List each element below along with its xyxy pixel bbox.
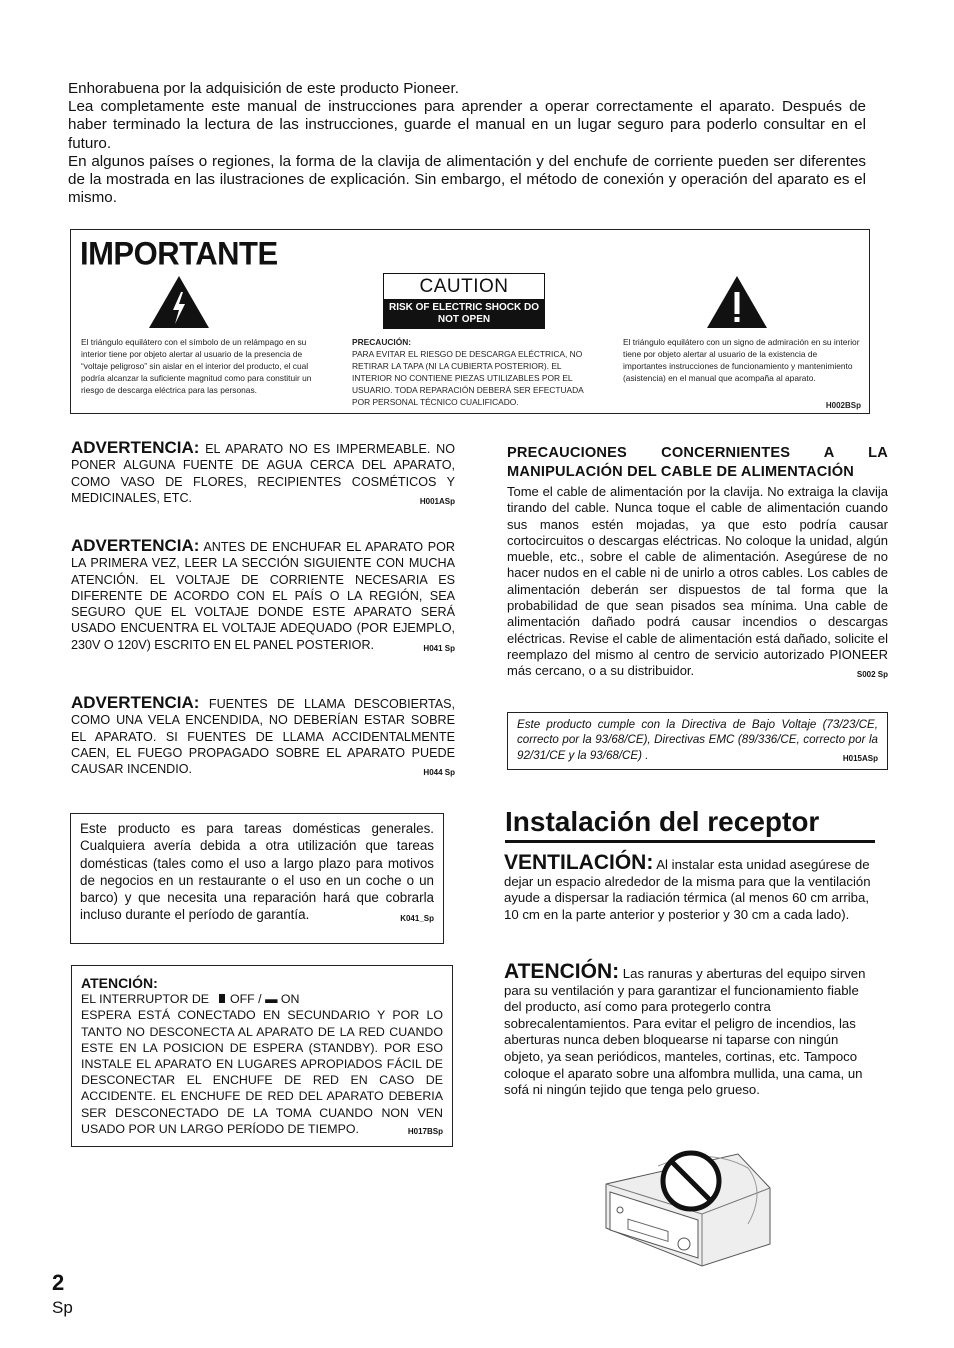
cable-text: Tome el cable de alimentación por la clavija. No extraiga la clavija tirando del cable. Nunca toque el cable de alimentación cuando sus manos estén mojadas, ya que esto podría causar cortocircuitos o descargas eléctricas. No coloque la unidad, algún mueble, etc., sobre el cable de alimentación. Asegúrese de no hacer nudos en el cable ni de unirlo a otros cables. Los cables de alimentación deberán ser dispuestos de tal forma que la probabilidad de que sean pisados sea mínima. Una cable de alimentación dañado podrá causar incendios o descargas eléctricas. Revise el cable de alimentación está dañado, solicite el reemplazo del mismo al centro de servicio autorizado PIONEER más cercano, o a su distribuidor.: [507, 484, 888, 679]
installation-attention-text: Las ranuras y aberturas del equipo sirven para su ventilación y para garantizar el funcionamiento fiable del producto, así como para protegerlo contra sobrecalentamientos. Para evitar el peligro de incendios, las aberturas nunca deben bloquearse ni taparse con ningún objeto, ya sean periódicos, manteles, cortinas, etc. Tampoco coloque el aparato sobre una alfombra mullida, una cama, un sofá ni ningún tejido que tenga pelo grueso.: [504, 966, 866, 1098]
precaution-body: PARA EVITAR EL RIESGO DE DESCARGA ELÉCTRICA, NO RETIRAR LA TAPA (NI LA CUBIERTA POSTERIOR). EL INTERIOR NO CONTIENE PIEZAS UTILIZABLES POR EL USUARIO. TODA REPARACIÓN DEBERÁ SER EFECTUADA POR PERSONAL TÉCNICO CUALIFICADO.: [352, 349, 584, 407]
warning-text: FUENTES DE LLAMA DESCOBIERTAS, COMO UNA VELA ENCENDIDA, NO DEBERÍAN ESTAR SOBRE EL APARATO. SI FUENTES DE LLAMA ACCIDENTALMENTE CAEN, EL FUEGO PROPAGADO SOBRE EL APARATO PUEDE CAUSAR INCENDIO.: [71, 697, 455, 777]
intro-paragraph: Enhorabuena por la adquisición de este producto Pioneer.: [68, 80, 459, 97]
cable-precautions: [507, 444, 888, 684]
ventilation-heading: VENTILACIÓN:: [504, 851, 654, 874]
standby-attention-text: ESPERA ESTÁ CONECTADO EN SECUNDARIO Y POR LO TANTO NO DESCONECTA AL APARATO DE LA RED CUANDO ESTE EN LA POSICION DE ESPERA (STANDBY). POR ESO INSTALE EL APARATO EN LUGARES APROPIADOS FÁCIL DE DESCONECTAR EL ENCHUFE DE RED EN CASO DE ACCIDENTE. EL ENCHUFE DE RED DEL APARATO DEBERIA SER DESCONECTADO DE LA TOMA CUANDO NON VEN USADO POR UN LARGO PERÍODO DE TIEMPO.: [81, 1008, 443, 1136]
standby-switch-line: [81, 991, 443, 1007]
precaution-text: [352, 336, 597, 408]
caution-label-top: CAUTION: [419, 276, 509, 297]
domestic-use-code: K041_Sp: [400, 914, 434, 924]
directive-box: [507, 712, 888, 770]
warning-heading: ADVERTENCIA:: [71, 438, 200, 457]
precaution-heading: PRECAUCIÓN:: [352, 337, 412, 347]
caution-label: [383, 273, 545, 329]
installation-attention-heading: ATENCIÓN:: [504, 960, 620, 983]
warning-flame: [71, 695, 455, 781]
intro-paragraph: Lea completamente este manual de instrucciones para aprender a operar correctamente el aparato. Después de haber terminado la lectura de las instrucciones, guarde el manual en un lugar seguro para poderlo consultar en el futuro.: [68, 98, 866, 152]
lightning-explanation: El triángulo equilátero con el símbolo de un relámpago en su interior tiene por objeto alertar al usuario de la presencia de “voltaje peligroso” sin aislar en el interior del producto, el cual podría alcanzar la suficiente magnitud como para constituir un riesgo de descarga eléctrica para las personas.: [81, 337, 312, 395]
ventilation-text: Al instalar esta unidad asegúrese de dejar un espacio alrededor de la misma para que la ventilación ayude a dispersar la radiación térmica (al menos 60 cm arriba, 10 cm en la parte anterior y posterior y 30 cm a cada lado).: [504, 857, 871, 922]
exclamation-warning-icon: [705, 274, 769, 330]
standby-switch-label: EL INTERRUPTOR DE: [81, 992, 210, 1007]
importante-box: [70, 229, 870, 414]
intro-paragraph: En algunos países o regiones, la forma de la clavija de alimentación y del enchufe de corriente pueden ser diferentes de la mostrada en las ilustraciones de explicación. Sin embargo, el método de conexión y operación del aparato es el mismo.: [68, 152, 866, 207]
warning-water: [71, 440, 455, 510]
caution-label-bottom: RISK OF ELECTRIC SHOCK DO NOT OPEN: [384, 299, 544, 328]
ventilation-paragraph: [504, 851, 876, 923]
standby-switch-states: OFF / ▬ ON: [229, 992, 300, 1007]
cable-code: S002 Sp: [856, 670, 888, 680]
warning-code: H001ASp: [419, 496, 455, 506]
warning-text: ANTES DE ENCHUFAR EL APARATO POR LA PRIMERA VEZ, LEER LA SECCIÓN SIGUIENTE CON MUCHA ATENCIÓN. EL VOLTAJE DE CORRIENTE NECESARIA ES DIFERENTE DE ACORDO CON EL PAÍS O LA REGIÓN, SEA SEGURO QUE EL VOLTAJE DONDE ESTE APARATO SERÁ USADO ENCUENTRA EL VOLTAJE ADEQUADO (POR EJEMPLO, 230V O 120V) ESCRITO EN EL PANEL POSTERIOR.: [71, 540, 455, 652]
warning-heading: ADVERTENCIA:: [71, 536, 200, 555]
warning-text: EL APARATO NO ES IMPERMEABLE. NO PONER ALGUNA FUENTE DE AGUA CERCA DEL APARATO, COMO VASO DE FLORES, RECIPIENTES COSMÉTICOS Y MEDICINALES, ETC.: [71, 442, 455, 505]
exclamation-explanation: El triángulo equilátero con un signo de admiración en su interior tiene por objeto alertar al usuario de la existencia de importantes instrucciones de funcionamiento y mantenimiento (asistencia) en el manual que acompaña al aparato.: [623, 337, 860, 383]
installation-title: Instalación del receptor: [505, 806, 875, 843]
cable-text-block: [507, 484, 888, 680]
page-language: Sp: [52, 1298, 73, 1317]
standby-attention-heading: ATENCIÓN:: [81, 975, 158, 991]
importante-title: IMPORTANTE: [80, 235, 278, 272]
standby-switch-icon: [219, 994, 225, 1003]
directive-text: Este producto cumple con la Directiva de Bajo Voltaje (73/23/CE, correcto por la 93/68/CE), Directivas EMC (89/336/CE, correcto por la 92/31/CE y la 93/68/CE) .: [517, 718, 878, 762]
installation-attention-paragraph: [504, 960, 876, 1099]
domestic-use-box: [70, 813, 444, 944]
domestic-use-text: Este producto es para tareas domésticas generales. Cualquiera avería debida a otra utilización que tareas domésticas (tales como el uso a largo plazo para motivos de negocios en un restaurante o el uso en un coche o un barco) y que necesita una reparación hará que cobrarla incluso durante el período de garantía.: [80, 821, 434, 923]
warning-heading: ADVERTENCIA:: [71, 693, 200, 712]
warning-code: H044 Sp: [423, 768, 455, 778]
cable-heading: PRECAUCIONES CONCERNIENTES A LA MANIPULACIÓN DEL CABLE DE ALIMENTACIÓN: [507, 445, 888, 480]
page-number: 2: [52, 1270, 65, 1295]
standby-attention-code: H017BSp: [407, 1126, 443, 1136]
importante-code: H002BSp: [825, 401, 861, 410]
intro-text: [68, 80, 866, 207]
standby-attention-box: [71, 965, 453, 1147]
directive-code: H015ASp: [842, 753, 878, 763]
lightning-warning-icon: [147, 274, 211, 330]
receiver-covered-illustration: [598, 1148, 778, 1270]
warning-voltage: [71, 538, 455, 657]
warning-code: H041 Sp: [423, 643, 455, 653]
